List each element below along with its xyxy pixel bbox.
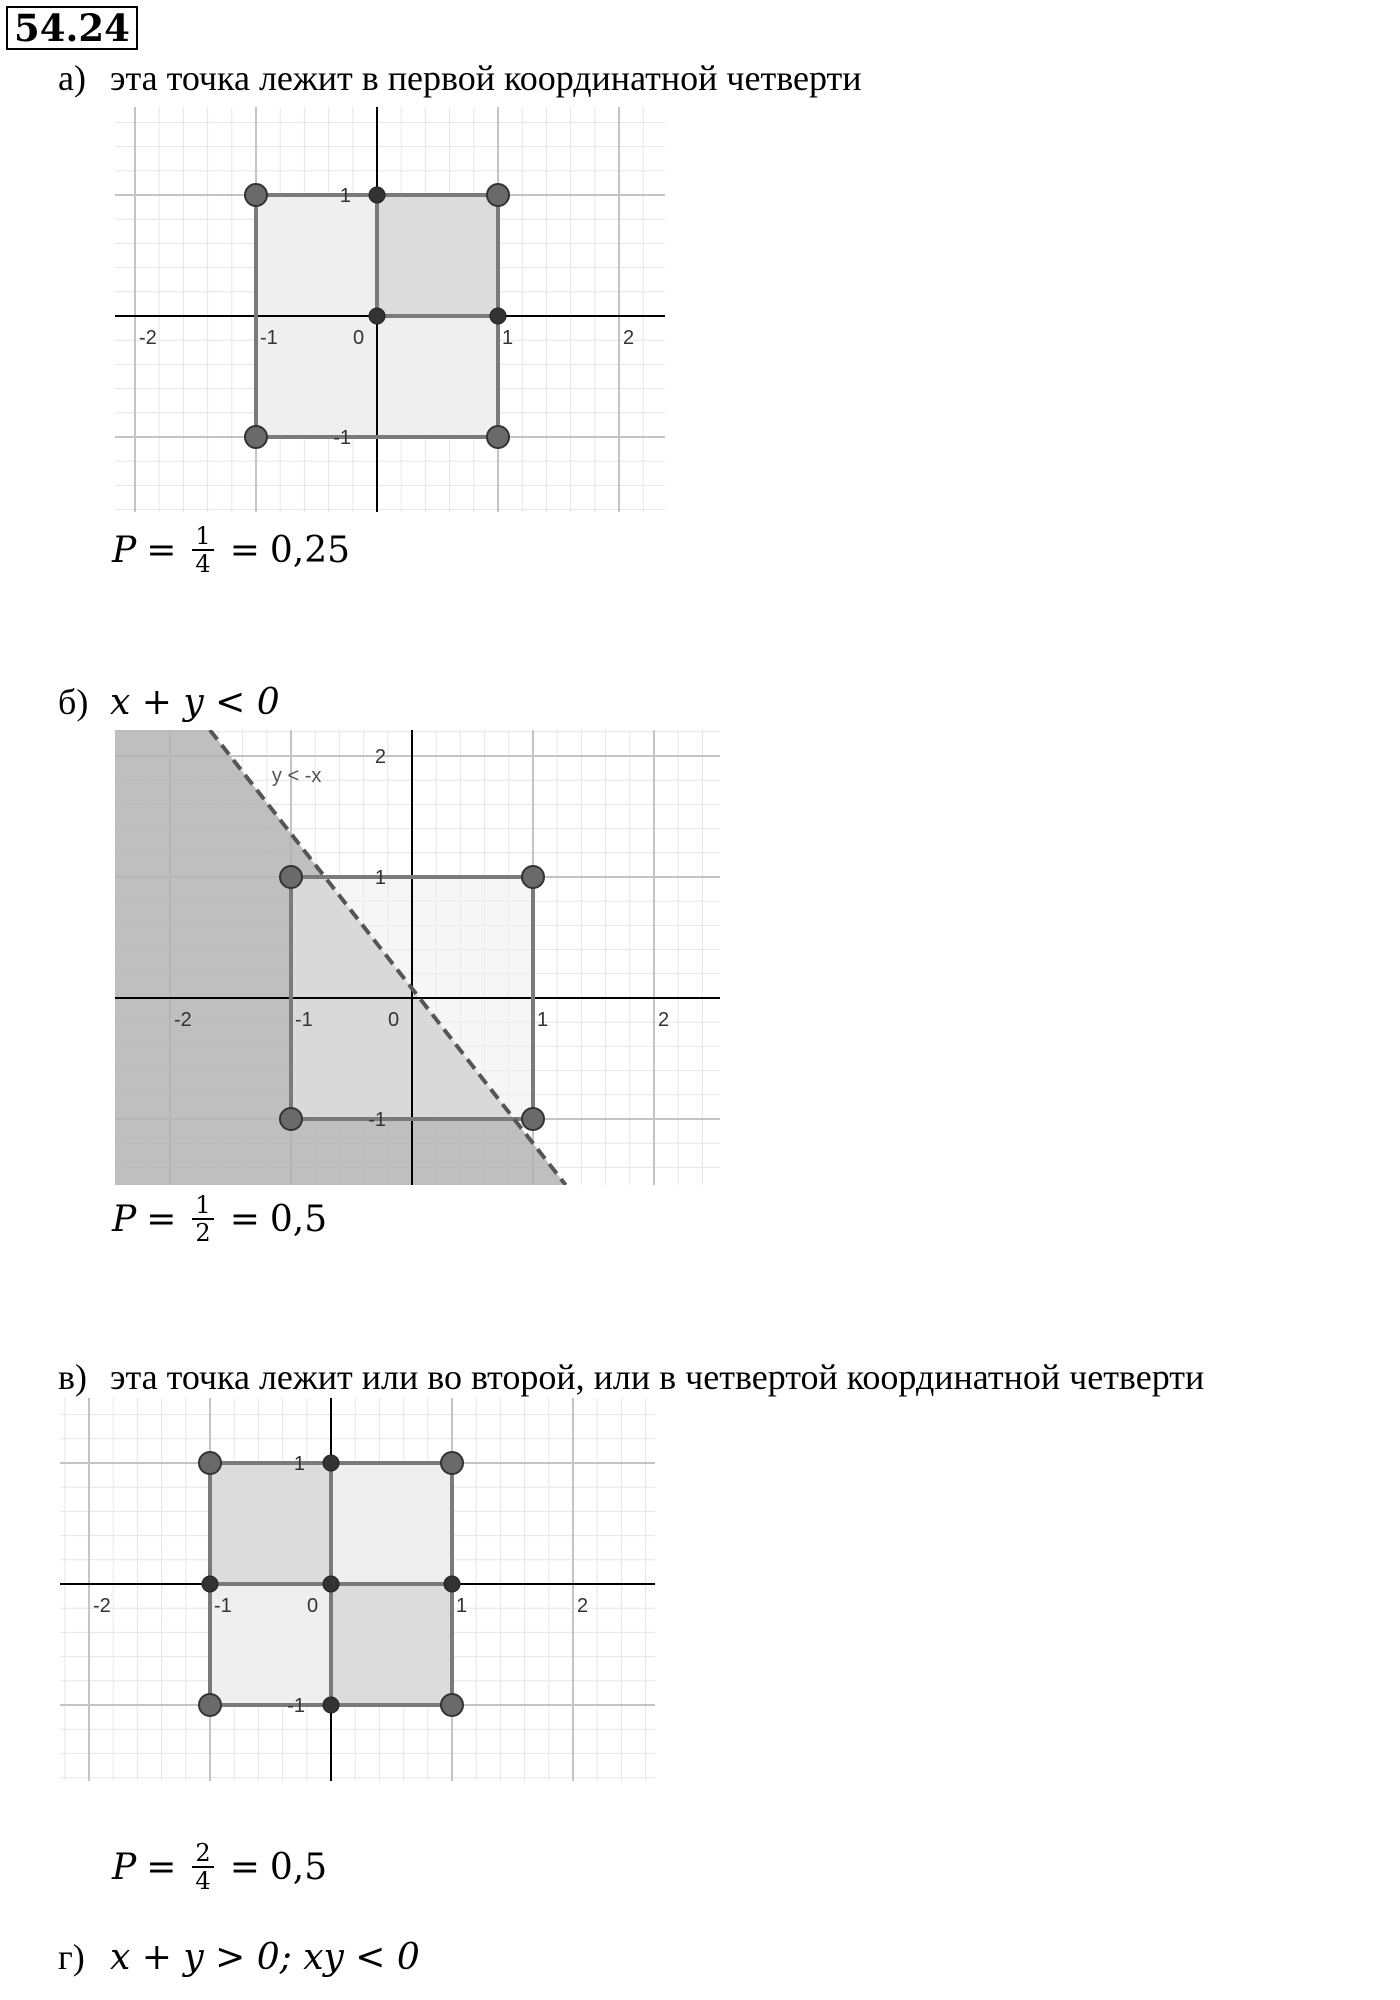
- x-tick-label: -1: [260, 327, 278, 349]
- quadrant-highlight: [210, 1463, 331, 1584]
- boundary-line-label: y < -x: [271, 765, 322, 787]
- x-tick-label: 2: [577, 1595, 589, 1617]
- x-tick-label: -1: [295, 1009, 313, 1031]
- x-tick-label: 1: [537, 1009, 549, 1031]
- graph-b: [115, 730, 720, 1185]
- y-tick-label: -1: [333, 427, 351, 449]
- midpoint-point: [323, 1697, 339, 1713]
- formula-c-den: 4: [195, 1867, 211, 1895]
- midpoint-point: [444, 1576, 460, 1592]
- formula-b-result: 0,5: [269, 1198, 328, 1240]
- vertex-point: [487, 426, 509, 448]
- graph-c: [60, 1398, 655, 1781]
- vertex-point: [199, 1452, 221, 1474]
- vertex-point: [441, 1694, 463, 1716]
- x-tick-label: -2: [93, 1595, 111, 1617]
- y-tick-label: 1: [339, 185, 351, 207]
- formula-c-eq2: =: [229, 1846, 260, 1888]
- graph-a: [115, 107, 665, 512]
- item-b-math: x + y < 0: [110, 682, 280, 723]
- item-d-math: x + y > 0; xy < 0: [110, 1937, 420, 1978]
- vertex-point: [441, 1452, 463, 1474]
- formula-b-eq2: =: [229, 1198, 260, 1240]
- x-tick-label: -2: [174, 1009, 192, 1031]
- x-tick-label: -1: [214, 1595, 232, 1617]
- x-tick-label: 1: [456, 1595, 468, 1617]
- quadrant-highlight: [331, 1584, 452, 1705]
- formula-a: [112, 523, 350, 577]
- formula-b-var: P: [112, 1198, 137, 1240]
- formula-c-eq: =: [146, 1846, 177, 1888]
- formula-b-fraction: [192, 1192, 213, 1246]
- x-tick-label: 0: [353, 327, 365, 349]
- formula-b: [112, 1192, 327, 1246]
- formula-a-eq2: =: [229, 529, 260, 571]
- item-c-text: эта точка лежит или во второй, или в четвертой координатной четверти: [110, 1357, 1205, 1397]
- y-tick-label: -1: [368, 1109, 386, 1131]
- y-tick-label: 1: [293, 1453, 305, 1475]
- formula-a-eq: =: [146, 529, 177, 571]
- vertex-point: [280, 866, 302, 888]
- midpoint-point: [202, 1576, 218, 1592]
- midpoint-point: [369, 308, 385, 324]
- formula-c-fraction: [192, 1840, 213, 1894]
- midpoint-point: [323, 1455, 339, 1471]
- formula-a-num: 1: [192, 523, 213, 551]
- vertex-point: [199, 1694, 221, 1716]
- formula-c-result: 0,5: [269, 1846, 328, 1888]
- item-b-text-line: [58, 680, 280, 725]
- quadrant-highlight: [377, 195, 498, 316]
- formula-a-var: P: [112, 529, 137, 571]
- item-d-text-line: [58, 1935, 420, 1980]
- vertex-point: [487, 184, 509, 206]
- midpoint-point: [369, 187, 385, 203]
- formula-c: [112, 1840, 327, 1894]
- vertex-point: [280, 1108, 302, 1130]
- formula-c-var: P: [112, 1846, 137, 1888]
- item-a-text: эта точка лежит в первой координатной четверти: [110, 58, 862, 98]
- x-tick-label: 0: [307, 1595, 319, 1617]
- formula-b-den: 2: [195, 1219, 211, 1247]
- formula-c-num: 2: [192, 1840, 213, 1868]
- item-c-letter: в): [58, 1357, 87, 1397]
- y-tick-label: 2: [374, 746, 386, 768]
- problem-number: 54.24: [6, 6, 138, 50]
- formula-a-result: 0,25: [269, 529, 351, 571]
- formula-b-eq: =: [146, 1198, 177, 1240]
- item-a-letter: а): [58, 58, 86, 98]
- item-b-letter: б): [58, 682, 89, 722]
- vertex-point: [522, 1108, 544, 1130]
- formula-a-den: 4: [195, 550, 211, 578]
- midpoint-point: [490, 308, 506, 324]
- x-tick-label: 2: [658, 1009, 670, 1031]
- item-a-text-line: [58, 56, 861, 100]
- x-tick-label: 1: [502, 327, 514, 349]
- x-tick-label: 2: [623, 327, 635, 349]
- vertex-point: [245, 184, 267, 206]
- midpoint-point: [323, 1576, 339, 1592]
- item-c-text-line: [58, 1355, 1204, 1399]
- y-tick-label: 1: [374, 867, 386, 889]
- formula-b-num: 1: [192, 1192, 213, 1220]
- vertex-point: [245, 426, 267, 448]
- formula-a-fraction: [192, 523, 213, 577]
- item-d-letter: г): [58, 1937, 85, 1977]
- x-tick-label: -2: [139, 327, 157, 349]
- vertex-point: [522, 866, 544, 888]
- x-tick-label: 0: [388, 1009, 400, 1031]
- y-tick-label: -1: [287, 1695, 305, 1717]
